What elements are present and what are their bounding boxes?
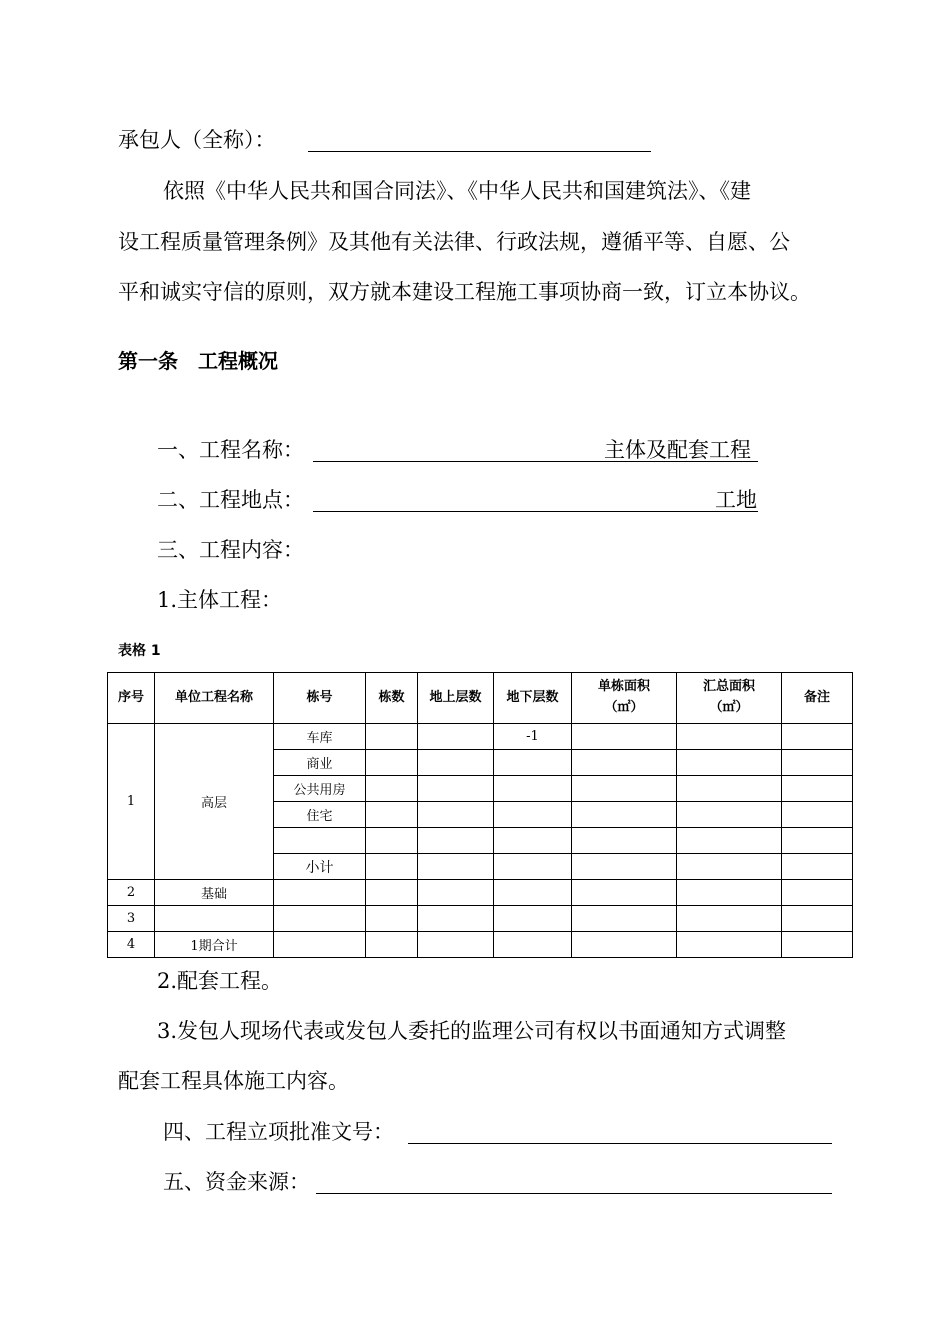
row-name: 基础 — [155, 880, 274, 906]
sub-row-label: 公共用房 — [274, 776, 366, 802]
table-cell[interactable] — [366, 854, 418, 880]
intro-line-3: 平和诚实守信的原则，双方就本建设工程施工事项协商一致，订立本协议。 — [118, 280, 811, 304]
col-header-floors-below: 地下层数 — [494, 673, 572, 724]
sub-row-label: 商业 — [274, 750, 366, 776]
table-cell[interactable] — [572, 776, 677, 802]
supporting-works: 2.配套工程。 — [157, 969, 283, 993]
approval-label: 四、工程立项批准文号： — [163, 1120, 394, 1144]
subtotal-label: 小计 — [274, 854, 366, 880]
col-header-total-area — [677, 673, 782, 724]
table-cell[interactable] — [366, 880, 418, 906]
table-cell[interactable] — [572, 854, 677, 880]
contractor-label: 承包人（全称）： — [118, 128, 276, 152]
table-cell[interactable] — [572, 906, 677, 932]
table-cell[interactable] — [782, 880, 853, 906]
table-cell[interactable] — [572, 724, 677, 750]
table-cell[interactable] — [677, 880, 782, 906]
total-area-unit: （㎡） — [709, 700, 749, 715]
adjust-line-1: 3.发包人现场代表或发包人委托的监理公司有权以书面通知方式调整 — [157, 1019, 787, 1043]
table-cell[interactable] — [572, 880, 677, 906]
table-cell[interactable] — [677, 724, 782, 750]
table-cell[interactable] — [418, 932, 494, 958]
group-1-name: 高层 — [155, 724, 274, 880]
table-cell[interactable] — [782, 932, 853, 958]
group-1-no: 1 — [108, 724, 155, 880]
unit-area-label: 单栋面积 — [597, 679, 650, 695]
project-content-label: 三、工程内容： — [157, 538, 304, 562]
project-table — [107, 672, 853, 958]
table-cell[interactable] — [494, 880, 572, 906]
funding-label: 五、资金来源： — [163, 1170, 310, 1194]
intro-line-1: 依照《中华人民共和国合同法》、《中华人民共和国建筑法》、《建 — [163, 179, 751, 203]
table-cell[interactable] — [494, 854, 572, 880]
table-cell[interactable] — [572, 802, 677, 828]
table-cell[interactable] — [418, 776, 494, 802]
main-works-label: 1.主体工程： — [157, 588, 283, 612]
table-cell[interactable] — [366, 724, 418, 750]
col-header-unit-area — [572, 673, 677, 724]
table-row — [108, 724, 853, 750]
table-cell[interactable] — [494, 932, 572, 958]
total-area-label: 汇总面积 — [702, 679, 755, 695]
col-header-building-count: 栋数 — [366, 673, 418, 724]
table-cell[interactable] — [782, 854, 853, 880]
intro-line-2: 设工程质量管理条例》及其他有关法律、行政法规，遵循平等、自愿、公 — [118, 230, 790, 254]
table-cell[interactable] — [418, 880, 494, 906]
row-no: 2 — [108, 880, 155, 906]
table-cell[interactable] — [418, 750, 494, 776]
table-row — [108, 880, 853, 906]
table-cell[interactable] — [366, 776, 418, 802]
table-row — [108, 932, 853, 958]
sub-row-label: 车库 — [274, 724, 366, 750]
project-name-label: 一、工程名称： — [157, 438, 304, 462]
table-cell[interactable] — [366, 932, 418, 958]
table-cell[interactable] — [572, 750, 677, 776]
table-cell[interactable] — [782, 906, 853, 932]
approval-input[interactable] — [408, 1122, 832, 1144]
row-no: 4 — [108, 932, 155, 958]
table-cell[interactable] — [418, 906, 494, 932]
table-cell[interactable] — [274, 906, 366, 932]
table-cell[interactable] — [418, 828, 494, 854]
col-header-no: 序号 — [108, 673, 155, 724]
table-cell[interactable] — [366, 750, 418, 776]
table-cell[interactable] — [677, 776, 782, 802]
table-cell[interactable] — [677, 906, 782, 932]
table-header-row — [108, 673, 853, 724]
project-location-label: 二、工程地点： — [157, 488, 304, 512]
adjust-line-2: 配套工程具体施工内容。 — [118, 1069, 349, 1093]
row-name: 1期合计 — [155, 932, 274, 958]
table-cell[interactable] — [494, 802, 572, 828]
col-header-remarks: 备注 — [782, 673, 853, 724]
project-name-value: 主体及配套工程 — [604, 438, 751, 462]
project-location-input[interactable] — [313, 490, 758, 512]
table-cell[interactable] — [782, 724, 853, 750]
table-cell[interactable] — [782, 750, 853, 776]
funding-input[interactable] — [316, 1172, 832, 1194]
project-location-value: 工地 — [715, 488, 757, 512]
table-cell[interactable] — [274, 932, 366, 958]
article-1-title: 第一条 工程概况 — [118, 349, 278, 373]
table-cell[interactable] — [418, 854, 494, 880]
table-cell[interactable] — [677, 750, 782, 776]
col-header-building-no: 栋号 — [274, 673, 366, 724]
table-cell[interactable] — [782, 776, 853, 802]
table-cell[interactable] — [366, 828, 418, 854]
sub-row-label: 住宅 — [274, 802, 366, 828]
table-cell[interactable] — [418, 802, 494, 828]
table-cell[interactable] — [782, 802, 853, 828]
col-header-floors-above: 地上层数 — [418, 673, 494, 724]
table-cell[interactable] — [677, 828, 782, 854]
table-cell[interactable] — [677, 802, 782, 828]
garage-underground-floors: -1 — [494, 724, 572, 750]
table-cell[interactable] — [572, 932, 677, 958]
row-name[interactable] — [155, 906, 274, 932]
table-cell[interactable] — [677, 854, 782, 880]
col-header-unit-name: 单位工程名称 — [155, 673, 274, 724]
table-cell[interactable] — [494, 906, 572, 932]
contractor-input[interactable] — [308, 130, 651, 152]
table-cell[interactable] — [677, 932, 782, 958]
sub-row-label — [274, 828, 366, 854]
table-cell[interactable] — [572, 828, 677, 854]
table-cell[interactable] — [494, 828, 572, 854]
table-cell[interactable] — [494, 776, 572, 802]
table-cell[interactable] — [274, 880, 366, 906]
table-cell[interactable] — [494, 750, 572, 776]
table-cell[interactable] — [418, 724, 494, 750]
row-no: 3 — [108, 906, 155, 932]
table-cell[interactable] — [782, 828, 853, 854]
table-caption: 表格 1 — [118, 643, 161, 659]
table-cell[interactable] — [366, 906, 418, 932]
table-cell[interactable] — [366, 802, 418, 828]
table-row — [108, 906, 853, 932]
unit-area-unit: （㎡） — [604, 700, 644, 715]
